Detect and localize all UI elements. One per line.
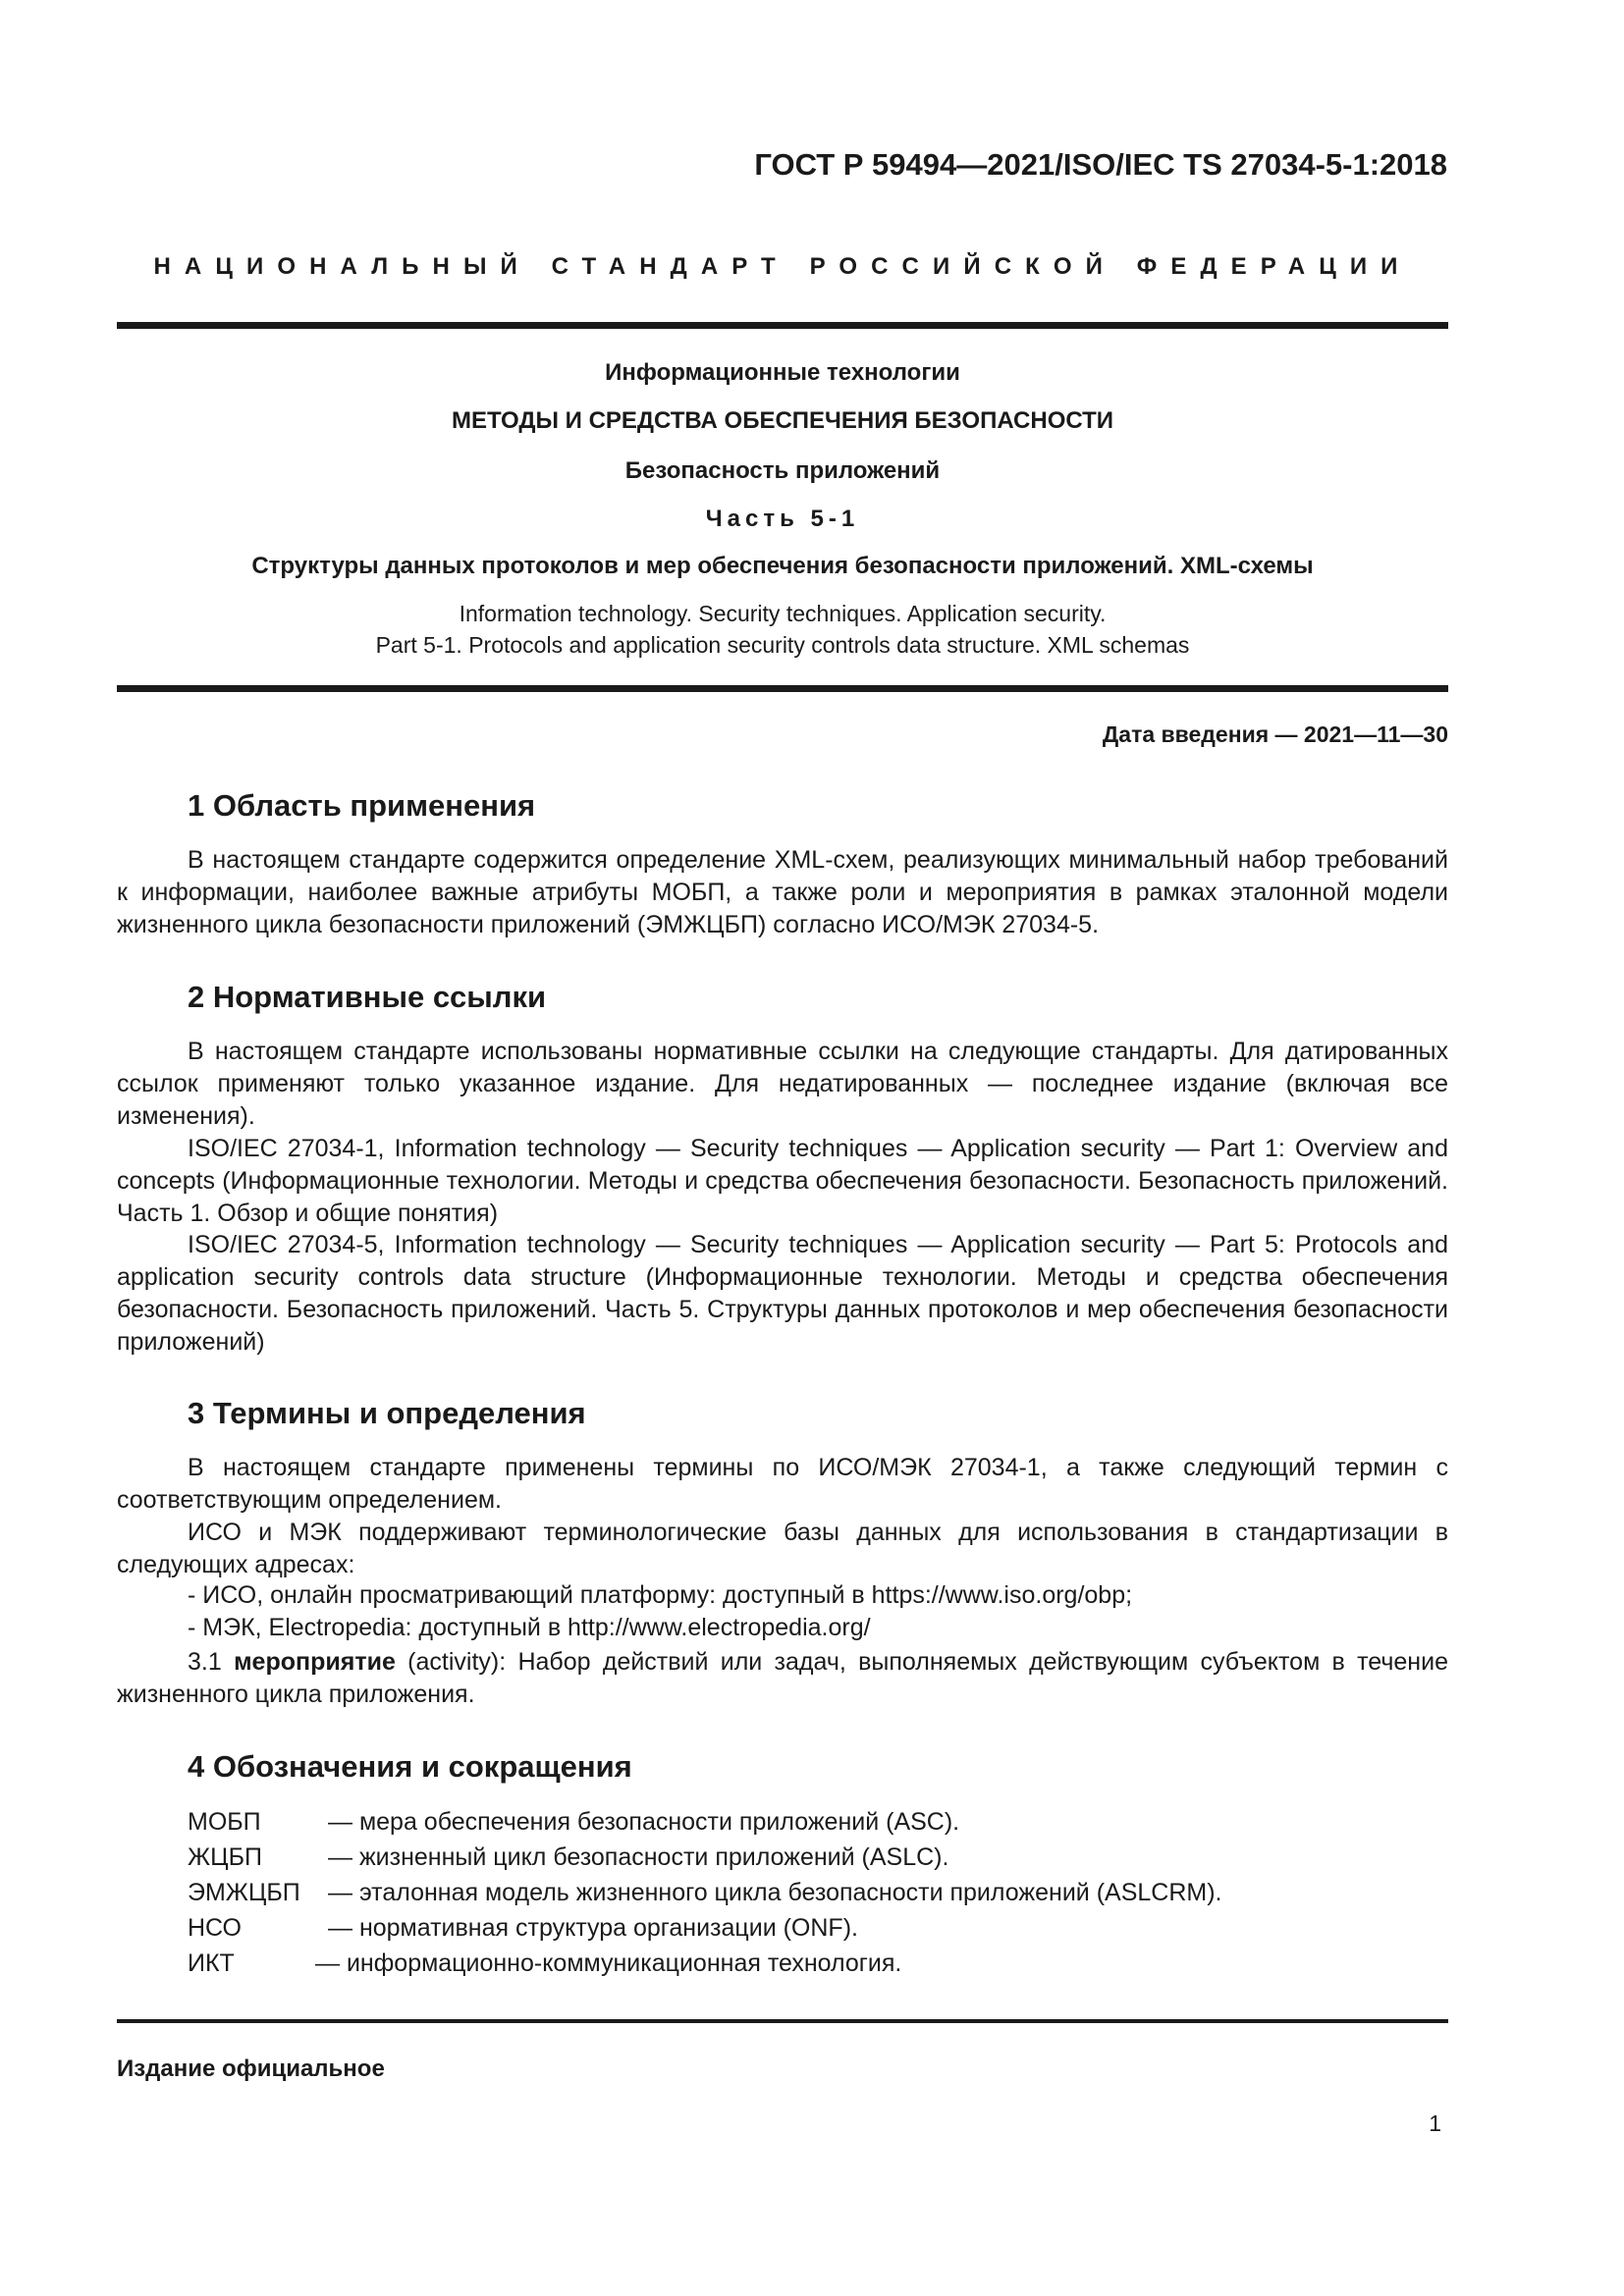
term: мероприятие [234,1648,396,1676]
paragraph-text: В настоящем стандарте применены термины по ИСО/МЭК 27034-1, а также следующий термин с соответствующим определением. [117,1454,1448,1514]
section-3-paragraph-2 [117,1517,1448,1581]
abbreviation: ЖЦБП [188,1843,262,1871]
abbreviation: НСО [188,1914,243,1942]
abbreviation-row [188,1843,948,1872]
abbreviation-meaning: — мера обеспечения безопасности приложений (ASC). [328,1808,960,1836]
abbreviation-meaning: — информационно-коммуникационная технология. [315,1949,902,1977]
abbreviation-meaning: — жизненный цикл безопасности приложений (ASLC). [328,1843,949,1871]
paragraph-text: ИСО и МЭК поддерживают терминологические базы данных для использования в стандартизации в следующих адресах: [117,1519,1448,1578]
term-text: (activity): Набор действий или задач, выполняемых действующим субъектом в течение жизненного цикла приложения. [117,1648,1448,1708]
abbreviation-row [188,1808,959,1837]
document-number: ГОСТ Р 59494—2021/ISO/IEC TS 27034-5-1:2018 [754,147,1447,182]
section-3-heading: 3 Термины и определения [188,1396,586,1430]
divider [117,685,1448,692]
title-line-1: Информационные технологии [605,359,960,386]
abbreviation-row [188,1879,1221,1907]
section-4-heading: 4 Обозначения и сокращения [188,1749,632,1784]
section-2-heading: 2 Нормативные ссылки [188,980,547,1014]
section-1-heading: 1 Область применения [188,788,536,823]
divider [117,2019,1448,2023]
abbreviation-meaning: — нормативная структура организации (ONF). [328,1914,858,1942]
section-1-paragraph [117,844,1448,941]
section-2-reference-1 [117,1133,1448,1230]
paragraph-text: В настоящем стандарте использованы нормативные ссылки на следующие стандарты. Для датированных ссылок применяют только указанное издание. Для недатированных — последнее издание (включая все изменения). [117,1038,1448,1130]
english-title-line-2: Part 5-1. Protocols and application security controls data structure. XML schemas [375,632,1190,658]
page-number: 1 [1429,2110,1441,2136]
list-item: - ИСО, онлайн просматривающий платформу: доступный в https://www.iso.org/obp; [188,1581,1133,1609]
paragraph-text: В настоящем стандарте содержится определение XML-схем, реализующих минимальный набор требований к информации, наиболее важные атрибуты МОБП, а также роли и мероприятия в рамках эталонной модели жизненного цикла безопасности приложений (ЭМЖЦБП) согласно ИСО/МЭК 27034-5. [117,846,1448,938]
abbreviation-meaning: — эталонная модель жизненного цикла безопасности приложений (ASLCRM). [328,1879,1222,1906]
section-3-paragraph-1 [117,1452,1448,1517]
title-part: Часть 5-1 [705,506,860,532]
term-number: 3.1 [188,1648,222,1676]
title-line-5: Структуры данных протоколов и мер обеспечения безопасности приложений. XML-схемы [251,553,1314,579]
official-edition-label: Издание официальное [117,2056,385,2082]
abbreviation: ЭМЖЦБП [188,1879,300,1906]
abbreviation-row [188,1914,858,1943]
abbreviation-row [188,1949,901,1978]
list-item: - МЭК, Electropedia: доступный в http://www.electropedia.org/ [188,1614,871,1641]
divider [117,322,1448,329]
section-2-reference-2 [117,1229,1448,1359]
abbreviation: ИКТ [188,1949,235,1977]
national-standard-heading: НАЦИОНАЛЬНЫЙ СТАНДАРТ РОССИЙСКОЙ ФЕДЕРАЦИИ [153,253,1412,280]
paragraph-text: ISO/IEC 27034-5, Information technology — Security techniques — Application security — Part 5: Protocols and application security controls data structure (Информационные технологии. Методы и средства обеспечения безопасности. Безопасность приложений. Часть 5. Структуры данных протоколов и мер обеспечения безопасности приложений) [117,1231,1448,1356]
title-line-2: МЕТОДЫ И СРЕДСТВА ОБЕСПЕЧЕНИЯ БЕЗОПАСНОСТИ [451,407,1114,434]
introduction-date: Дата введения — 2021—11—30 [1102,721,1448,747]
abbreviation: МОБП [188,1808,261,1836]
paragraph-text: ISO/IEC 27034-1, Information technology — Security techniques — Application security — Part 1: Overview and concepts (Информационные технологии. Методы и средства обеспечения безопасности. Безопасность приложений. Часть 1. Обзор и общие понятия) [117,1135,1448,1227]
section-2-paragraph-1 [117,1036,1448,1133]
title-line-3: Безопасность приложений [624,457,941,484]
english-title-line-1: Information technology. Security techniques. Application security. [459,601,1107,626]
term-definition [117,1646,1448,1711]
